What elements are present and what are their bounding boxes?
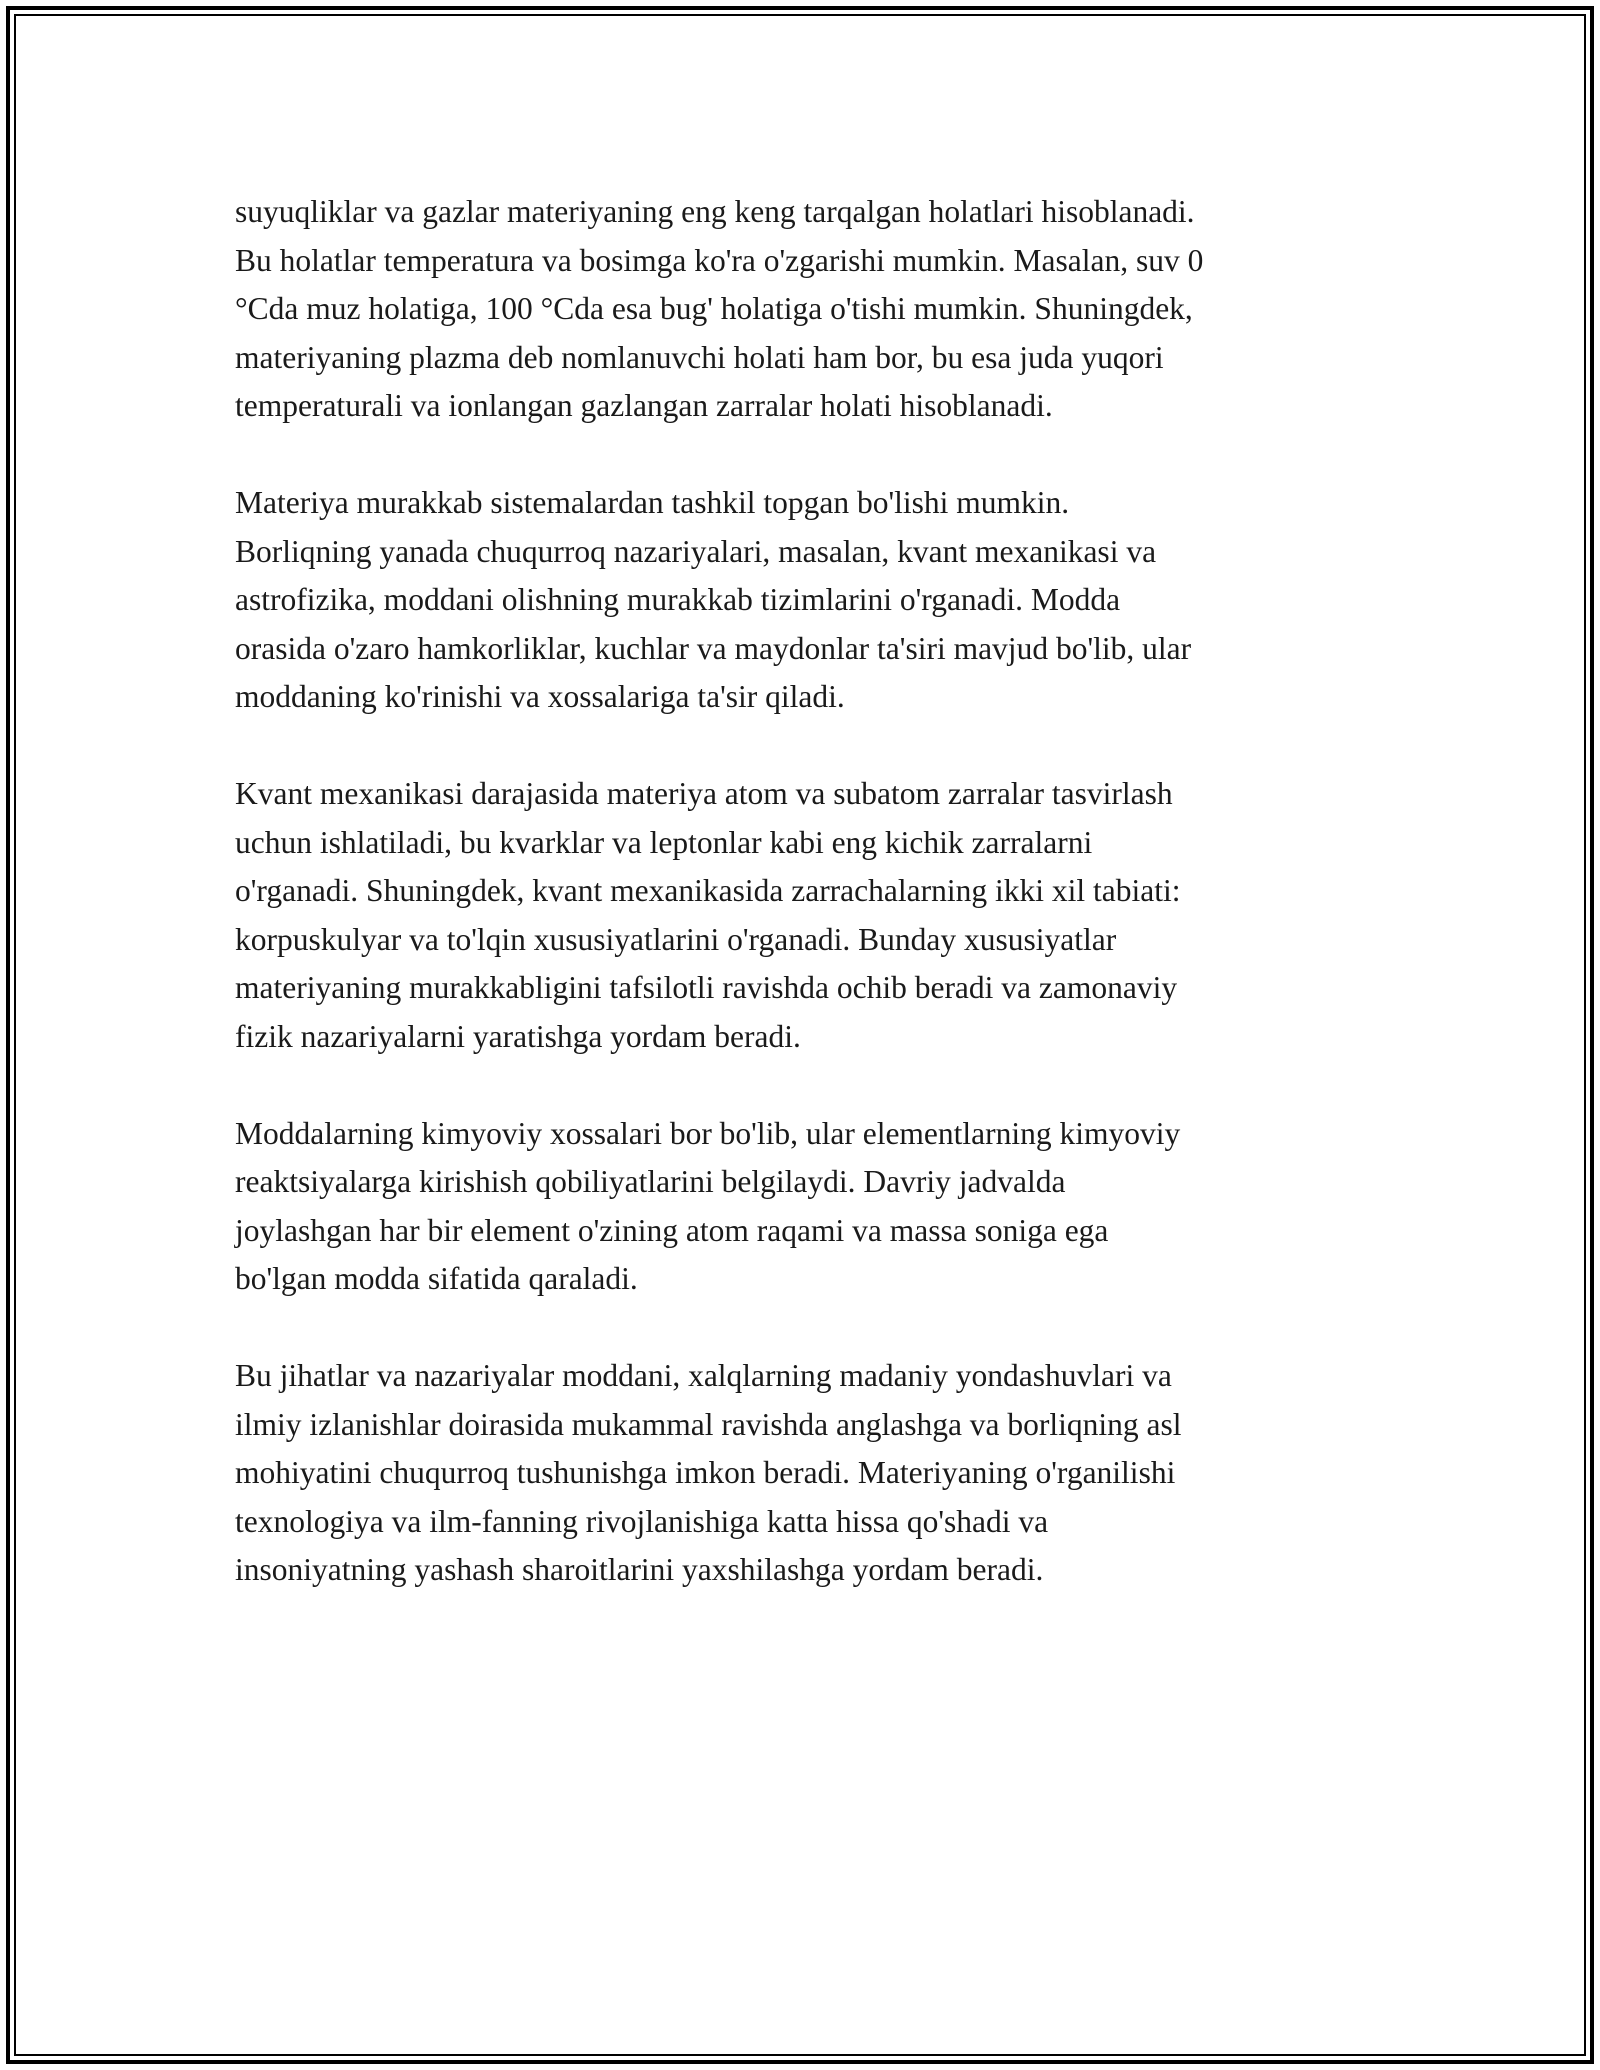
text-line: materiyaning murakkabligini tafsilotli ravishda ochib beradi va zamonaviy xyxy=(235,970,1178,1005)
text-line: suyuqliklar va gazlar materiyaning eng keng tarqalgan holatlari hisoblanadi. xyxy=(235,194,1195,229)
text-line: Kvant mexanikasi darajasida materiya atom va subatom zarralar tasvirlash xyxy=(235,776,1173,811)
text-line: insoniyatning yashash sharoitlarini yaxshilashga yordam beradi. xyxy=(235,1552,1044,1587)
text-line: o'rganadi. Shuningdek, kvant mexanikasida zarrachalarning ikki xil tabiati: xyxy=(235,873,1181,908)
text-line: texnologiya va ilm-fanning rivojlanishiga katta hissa qo'shadi va xyxy=(235,1503,1049,1539)
text-line: astrofizika, moddani olishning murakkab tizimlarini o'rganadi. Modda xyxy=(235,582,1121,617)
text-line: ilmiy izlanishlar doirasida mukammal ravishda anglashga va borliqning asl xyxy=(235,1406,1182,1442)
text-line: moddaning ko'rinishi va xossalariga ta'sir qiladi. xyxy=(235,679,845,714)
text-line: bo'lgan modda sifatida qaraladi. xyxy=(235,1261,638,1296)
text-line: fizik nazariyalarni yaratishga yordam beradi. xyxy=(235,1018,801,1054)
paragraph-3 xyxy=(235,770,1385,1061)
text-line: reaktsiyalarga kirishish qobiliyatlarini belgilaydi. Davriy jadvalda xyxy=(235,1164,1066,1199)
text-line: joylashgan har bir element o'zining atom raqami va massa soniga ega xyxy=(235,1212,1109,1248)
paragraph-5 xyxy=(235,1352,1385,1595)
paragraph-1 xyxy=(235,188,1385,431)
document-body xyxy=(235,188,1385,1643)
text-line: uchun ishlatiladi, bu kvarklar va leptonlar kabi eng kichik zarralarni xyxy=(235,824,1093,860)
text-line: temperaturali va ionlangan gazlangan zarralar holati hisoblanadi. xyxy=(235,388,1053,423)
text-line: Materiya murakkab sistemalardan tashkil topgan bo'lishi mumkin. xyxy=(235,485,1070,520)
text-line: mohiyatini chuqurroq tushunishga imkon beradi. Materiyaning o'rganilishi xyxy=(235,1455,1176,1490)
text-line: Borliqning yanada chuqurroq nazariyalari, masalan, kvant mexanikasi va xyxy=(235,533,1157,569)
text-line: materiyaning plazma deb nomlanuvchi holati ham bor, bu esa juda yuqori xyxy=(235,339,1164,375)
text-line: Moddalarning kimyoviy xossalari bor bo'lib, ular elementlarning kimyoviy xyxy=(235,1115,1181,1151)
text-line: Bu holatlar temperatura va bosimga ko'ra o'zgarishi mumkin. Masalan, suv 0 xyxy=(235,242,1204,278)
text-line: orasida o'zaro hamkorliklar, kuchlar va maydonlar ta'siri mavjud bo'lib, ular xyxy=(235,630,1192,666)
text-line: korpuskulyar va to'lqin xususiyatlarini o'rganadi. Bunday xususiyatlar xyxy=(235,921,1117,957)
paragraph-2 xyxy=(235,479,1385,722)
text-line: Bu jihatlar va nazariyalar moddani, xalqlarning madaniy yondashuvlari va xyxy=(235,1358,1172,1393)
paragraph-4 xyxy=(235,1110,1385,1304)
text-line: °Cda muz holatiga, 100 °Cda esa bug' holatiga o'tishi mumkin. Shuningdek, xyxy=(235,291,1193,326)
